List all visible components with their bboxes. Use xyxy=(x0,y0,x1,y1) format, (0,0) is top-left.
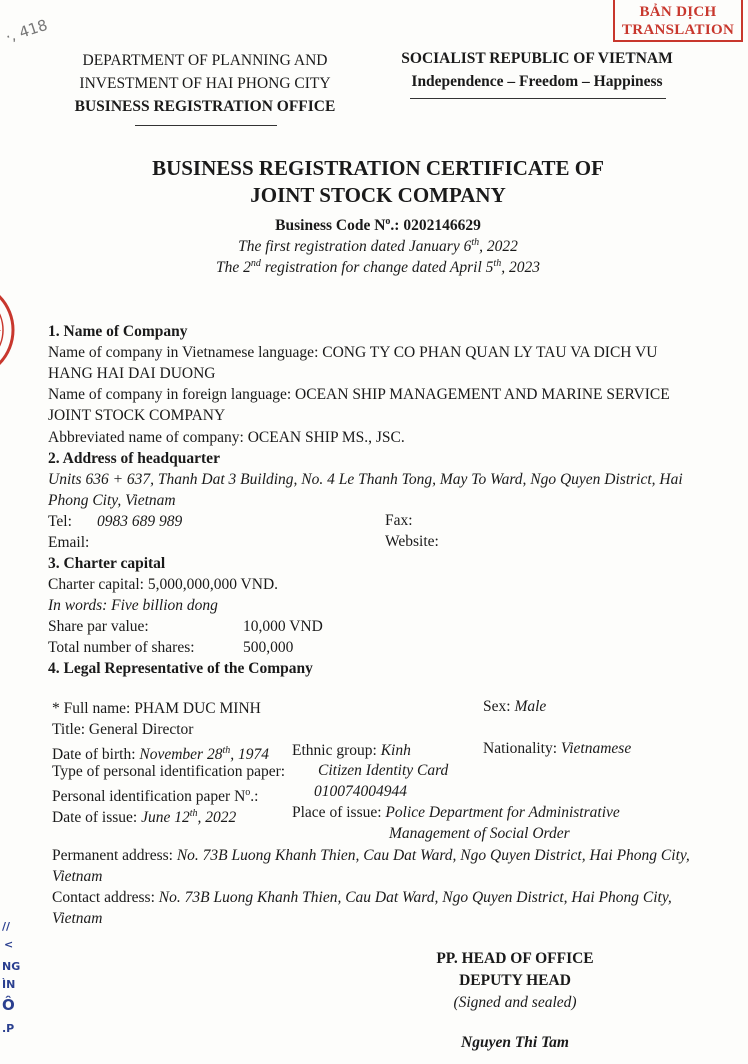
office-line-1: DEPARTMENT OF PLANNING AND xyxy=(82,52,328,69)
sex-field: Sex: Male xyxy=(483,698,547,715)
svg-text:ÌN: ÌN xyxy=(2,978,16,991)
stamp-line-2: TRANSLATION xyxy=(621,22,735,38)
partial-seal-left-icon xyxy=(0,275,30,385)
issuing-office-header xyxy=(60,49,350,118)
par-value: 10,000 VND xyxy=(243,618,323,635)
signature-block xyxy=(400,948,630,1014)
handwritten-mark: ·, 418 xyxy=(3,15,50,47)
first-registration-date: The first registration dated January 6th, 2022 xyxy=(238,237,518,256)
document-title xyxy=(100,155,656,209)
signature-line-1: PP. HEAD OF OFFICE xyxy=(436,950,594,967)
nationality: Nationality: Vietnamese xyxy=(483,740,632,757)
charter-capital: Charter capital: 5,000,000,000 VND. xyxy=(48,576,279,593)
total-shares-value: 500,000 xyxy=(243,639,294,656)
national-header xyxy=(382,47,692,93)
business-code: Business Code $N^o$.: 0202146629 xyxy=(275,216,481,235)
address-line-2: Phong City, Vietnam xyxy=(48,492,176,509)
svg-text:★ xyxy=(0,325,2,338)
place-of-issue-line-2: Management of Social Order xyxy=(389,825,570,842)
section-3-heading: 3. Charter capital xyxy=(48,555,166,572)
abbreviated-name: Abbreviated name of company: OCEAN SHIP MS., JSC. xyxy=(48,429,405,446)
svg-text://: // xyxy=(2,920,11,933)
stamp-line-1: BẢN DỊCH xyxy=(639,4,717,20)
tel-value: 0983 689 989 xyxy=(97,513,183,530)
title-line-2: JOINT STOCK COMPANY xyxy=(250,183,506,207)
office-line-2: INVESTMENT OF HAI PHONG CITY xyxy=(79,75,331,92)
email-label: Email: xyxy=(48,534,90,551)
partial-seal-bottom-icon xyxy=(0,910,30,1040)
date-of-birth: Date of birth: November 28th, 1974 xyxy=(52,745,269,764)
svg-text:NG: NG xyxy=(2,960,21,973)
capital-in-words: In words: Five billion dong xyxy=(48,597,218,614)
svg-text:.P: .P xyxy=(2,1022,15,1035)
national-line-1: SOCIALIST REPUBLIC OF VIETNAM xyxy=(401,50,673,67)
national-line-2: Independence – Freedom – Happiness xyxy=(411,73,663,90)
foreign-name-line-2: JOINT STOCK COMPANY xyxy=(48,407,226,424)
place-of-issue: Place of issue: Police Department for Administrative xyxy=(292,804,620,821)
id-number-label: Personal identification paper $N^o$.: xyxy=(52,787,259,806)
foreign-name-line-1: Name of company in foreign language: OCEAN SHIP MANAGEMENT AND MARINE SERVICE xyxy=(48,386,670,403)
vietnamese-name-line-2: HANG HAI DAI DUONG xyxy=(48,365,216,382)
vietnamese-name-line-1: Name of company in Vietnamese language: CONG TY CO PHAN QUAN LY TAU VA DICH VU xyxy=(48,344,658,361)
contact-address-line-2: Vietnam xyxy=(52,910,103,927)
right-header-rule xyxy=(410,98,666,99)
section-1-heading: 1. Name of Company xyxy=(48,323,188,340)
representative-title: Title: General Director xyxy=(52,721,194,738)
address-line-1: Units 636 + 637, Thanh Dat 3 Building, No. 4 Le Thanh Tong, May To Ward, Ngo Quyen District, Hai xyxy=(48,471,683,488)
website-label: Website: xyxy=(385,533,439,550)
title-line-1: BUSINESS REGISTRATION CERTIFICATE OF xyxy=(152,156,604,180)
par-value-label: Share par value: xyxy=(48,618,149,635)
permanent-address-line-2: Vietnam xyxy=(52,868,103,885)
section-4-heading: 4. Legal Representative of the Company xyxy=(48,660,313,677)
translation-stamp xyxy=(613,0,743,42)
svg-text:Ô: Ô xyxy=(2,996,15,1014)
second-registration-date: The 2nd registration for change dated April 5th, 2023 xyxy=(216,258,540,277)
total-shares-label: Total number of shares: xyxy=(48,639,195,656)
tel-label: Tel: xyxy=(48,513,72,530)
signature-line-2: DEPUTY HEAD xyxy=(459,972,571,989)
signature-line-3: (Signed and sealed) xyxy=(453,994,577,1011)
date-of-issue: Date of issue: June 12th, 2022 xyxy=(52,808,237,827)
ethnic-group: Ethnic group: Kinh xyxy=(292,742,411,759)
id-type-label: Type of personal identification paper: xyxy=(52,763,286,780)
office-line-3: BUSINESS REGISTRATION OFFICE xyxy=(74,98,336,115)
svg-text:<: < xyxy=(4,938,14,951)
fax-label: Fax: xyxy=(385,512,413,529)
contact-address: Contact address: No. 73B Luong Khanh Thien, Cau Dat Ward, Ngo Quyen District, Hai Phong City, xyxy=(52,889,672,906)
representative-full-name: * Full name: PHAM DUC MINH xyxy=(52,700,261,717)
permanent-address: Permanent address: No. 73B Luong Khanh Thien, Cau Dat Ward, Ngo Quyen District, Hai Phong City, xyxy=(52,847,690,864)
id-type-value: Citizen Identity Card xyxy=(318,762,449,779)
id-number-value: 010074004944 xyxy=(314,783,407,800)
section-2-heading: 2. Address of headquarter xyxy=(48,450,220,467)
signatory-name: Nguyen Thi Tam xyxy=(461,1034,569,1051)
left-header-rule xyxy=(135,125,277,126)
